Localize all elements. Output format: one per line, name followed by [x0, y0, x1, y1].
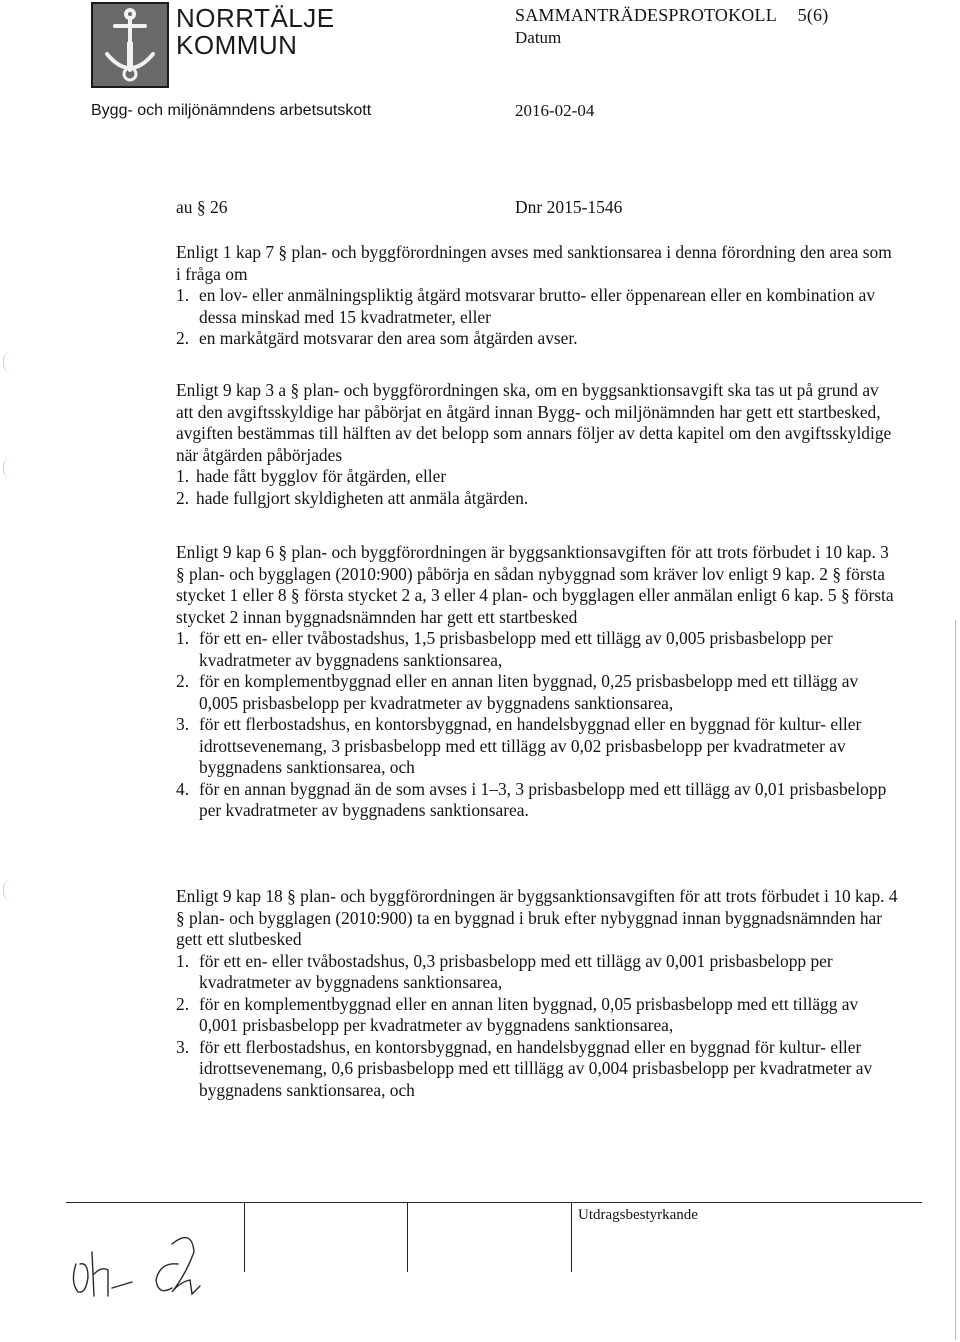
signature-box-divider	[244, 1202, 245, 1272]
page-number: 5(6)	[797, 5, 829, 25]
list-item	[176, 994, 901, 1037]
list-number: 2.	[176, 328, 190, 348]
numbered-list	[176, 951, 901, 1102]
list-number: 3.	[176, 714, 190, 734]
list-number: 2.	[176, 487, 190, 508]
list-text: för ett flerbostadshus, en kontorsbyggnad, en handelsbyggnad eller en byggnad för kultur- eller idrottsevenemang, 0,6 prisbasbelopp med ett tilllägg av 0,004 prisbasbelopp per kvadratmeter av byggnadens sanktionsarea, och	[199, 1036, 873, 1100]
list-text: för en komplementbyggnad eller en annan liten byggnad, 0,25 prisbasbelopp med ett tillägg av 0,005 prisbasbelopp per kvadratmeter av byggnadens sanktionsarea,	[199, 671, 859, 713]
section-intro: Enligt 9 kap 3 a § plan- och byggförordningen ska, om en byggsanktionsavgift ska tas ut på grund av att den avgiftsskyldige har påbörjat en åtgärd innan Bygg- och miljönämnden har gett ett startbesked, avgiften bestämmas till hälften av det belopp som annars följer av detta kapitel om den avgiftsskyldige när åtgärden påbörjades	[176, 380, 892, 465]
list-number: 2.	[176, 993, 190, 1014]
scan-margin-mark	[3, 458, 12, 478]
list-number: 2.	[176, 671, 190, 691]
section-sanktionsarea	[176, 242, 896, 350]
list-number: 1.	[176, 950, 190, 971]
list-text: för en annan byggnad än de som avses i 1–3, 3 prisbasbelopp med ett tillägg av 0,01 prisbasbelopp per kvadratmeter av byggnadens sanktionsarea.	[199, 778, 887, 820]
footer-divider	[66, 1202, 922, 1203]
meeting-date: 2016-02-04	[515, 101, 595, 120]
handwritten-initials-signature	[68, 1222, 228, 1322]
paragraph-reference: au § 26	[176, 197, 228, 217]
document-title	[515, 5, 828, 26]
list-item	[176, 671, 901, 714]
list-item	[176, 951, 901, 994]
list-text: för ett en- eller tvåbostadshus, 1,5 prisbasbelopp med ett tillägg av 0,005 prisbasbelopp per kvadratmeter av byggnadens sanktionsarea,	[199, 628, 833, 670]
list-item	[176, 1037, 901, 1102]
list-text: för ett en- eller tvåbostadshus, 0,3 prisbasbelopp med ett tillägg av 0,001 prisbasbelopp per kvadratmeter av byggnadens sanktionsarea,	[199, 950, 833, 992]
diary-number: Dnr 2015-1546	[515, 197, 623, 217]
list-text: hade fullgjort skyldigheten att anmäla åtgärden.	[196, 487, 529, 508]
list-text: hade fått bygglov för åtgärden, eller	[196, 466, 447, 486]
list-text: för ett flerbostadshus, en kontorsbyggnad, en handelsbyggnad eller en byggnad för kultur- eller idrottsevenemang, 3 prisbasbelopp med ett tillägg av 0,02 prisbasbelopp per kvadratmeter av byggnadens sanktionsarea, och	[199, 714, 862, 777]
list-number: 1.	[176, 466, 190, 486]
list-number: 1.	[176, 285, 190, 305]
list-item	[176, 779, 901, 822]
list-item	[176, 488, 896, 510]
section-intro: Enligt 9 kap 18 § plan- och byggförordningen är byggsanktionsavgiften för att trots förbudet i 10 kap. 4 § plan- och bygglagen (2010:900) ta en byggnad i bruk efter nybyggnad innan byggnadsnämnden har gett ett slutbesked	[176, 886, 898, 949]
municipality-name-line1: NORRTÄLJE	[176, 3, 335, 33]
document-title-text: SAMMANTRÄDESPROTOKOLL	[515, 5, 777, 25]
municipal-coat-of-arms-logo	[91, 2, 169, 88]
date-label: Datum	[515, 28, 562, 47]
list-text: en lov- eller anmälningspliktig åtgärd motsvarar brutto- eller öppenarean eller en kombination av dessa minskad med 15 kvadratmeter, eller	[199, 285, 876, 327]
section-half-fee	[176, 380, 896, 509]
list-number: 3.	[176, 1036, 190, 1057]
municipality-name-line2: KOMMUN	[176, 30, 298, 60]
list-item	[176, 628, 901, 671]
section-startbesked-fee	[176, 542, 901, 822]
section-slutbesked-fee	[176, 886, 901, 1101]
section-intro: Enligt 1 kap 7 § plan- och byggförordningen avses med sanktionsarea i denna förordning den area som i fråga om	[176, 242, 892, 284]
municipality-name	[176, 5, 335, 59]
scan-margin-mark	[3, 880, 12, 900]
list-item	[176, 714, 901, 779]
numbered-list	[176, 285, 896, 350]
numbered-list	[176, 628, 901, 822]
signature-box-divider	[571, 1202, 572, 1272]
section-intro: Enligt 9 kap 6 § plan- och byggförordningen är byggsanktionsavgiften för att trots förbudet i 10 kap. 3 § plan- och bygglagen (2010:900) påbörja en sådan nybyggnad som kräver lov enligt 9 kap. 2 § första stycket 1 eller 8 § första stycket 2 a, 3 eller 4 plan- och bygglagen eller anmälan enligt 6 kap. 5 § första stycket 2 innan byggnadsnämnden har gett ett startbesked	[176, 542, 894, 627]
list-item	[176, 328, 896, 350]
scan-margin-mark	[3, 352, 12, 372]
committee-name: Bygg- och miljönämndens arbetsutskott	[91, 102, 372, 119]
list-item	[176, 285, 896, 328]
list-number: 1.	[176, 628, 190, 648]
list-number: 4.	[176, 778, 190, 799]
list-text: för en komplementbyggnad eller en annan liten byggnad, 0,05 prisbasbelopp med ett tillägg av 0,001 prisbasbelopp per kvadratmeter av byggnadens sanktionsarea,	[199, 993, 859, 1035]
scan-edge-line	[955, 620, 956, 1340]
numbered-list	[176, 466, 896, 509]
extract-certification-label: Utdragsbestyrkande	[578, 1207, 698, 1223]
signature-box-divider	[407, 1202, 408, 1272]
list-item	[176, 466, 896, 488]
list-text: en markåtgärd motsvarar den area som åtgärden avser.	[199, 328, 578, 348]
